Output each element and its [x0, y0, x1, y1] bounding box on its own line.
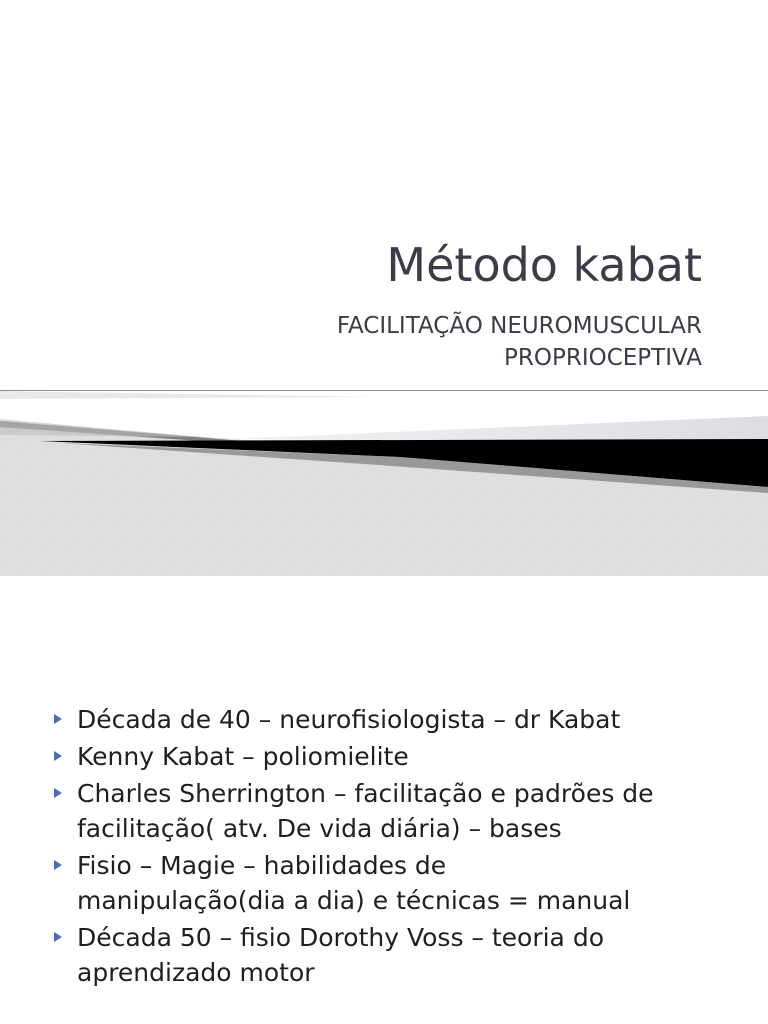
subtitle-line: FACILITAÇÃO NEUROMUSCULAR: [336, 313, 702, 339]
band-light-right: [230, 416, 768, 441]
bullet-text: Década 50 – fisio Dorothy Voss – teoria do: [77, 923, 604, 952]
decorative-bands: [0, 391, 768, 576]
bullet-text-continued: facilitação( atv. De vida diária) – bases: [77, 814, 562, 843]
bullet-text-continued: manipulação(dia a dia) e técnicas = manual: [77, 886, 631, 915]
bullet-arrow-icon: [54, 788, 62, 798]
band-light-top: [0, 391, 380, 399]
bullet-arrow-icon: [54, 860, 62, 870]
bullet-text: Fisio – Magie – habilidades de: [77, 851, 447, 880]
bullet-text: Charles Sherrington – facilitação e padrões de: [77, 779, 654, 808]
list-item: [54, 739, 734, 774]
bullet-list: [54, 702, 734, 992]
list-item: [54, 702, 734, 737]
bullet-text: Kenny Kabat – poliomielite: [77, 742, 409, 771]
slide-title: Método kabat: [386, 238, 702, 292]
bullet-text-continued: aprendizado motor: [77, 958, 315, 987]
list-item: [54, 776, 734, 846]
slide-subtitle: [182, 310, 702, 374]
subtitle-line: PROPRIOCEPTIVA: [504, 345, 702, 371]
bullet-arrow-icon: [54, 932, 62, 942]
bullet-arrow-icon: [54, 714, 62, 724]
bullet-arrow-icon: [54, 751, 62, 761]
list-item: [54, 920, 734, 990]
list-item: [54, 848, 734, 918]
bullet-text: Década de 40 – neurofisiologista – dr Kabat: [77, 705, 621, 734]
